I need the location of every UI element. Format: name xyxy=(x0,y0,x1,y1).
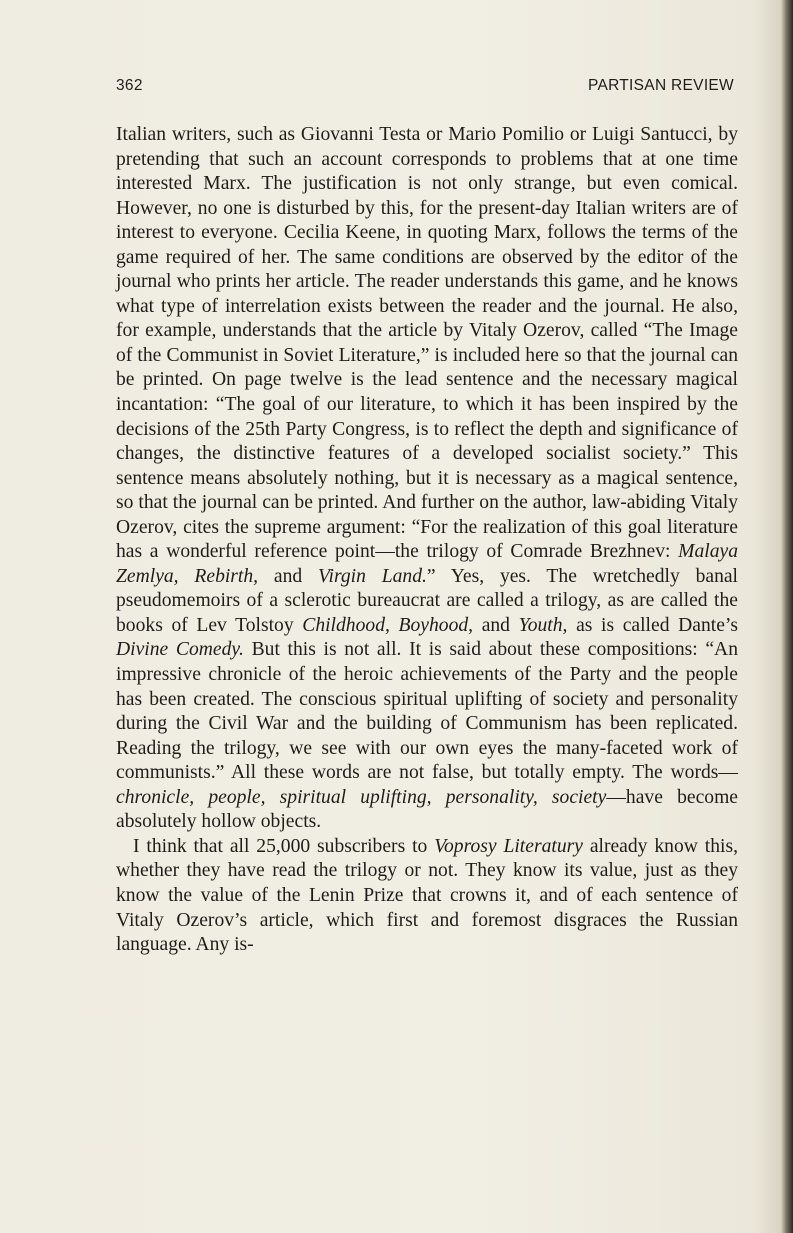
text-run: already know this, whether they have read the trilogy or not. They know its value, just as they know the value of the Lenin Prize that crowns it, and of each sentence of Vitaly Ozerov’s article, which first and foremost disgraces the Russian language. Any is- xyxy=(116,835,738,956)
italic-text-run: Malaya Zemlya, Rebirth, xyxy=(116,541,738,587)
running-header xyxy=(116,77,734,99)
page-number: 362 xyxy=(116,77,143,94)
italic-text-run: Childhood, Boyhood, xyxy=(302,614,474,636)
italic-text-run: Divine Comedy. xyxy=(116,639,244,661)
paragraph-2 xyxy=(116,835,738,958)
text-run: Italian writers, such as Giovanni Testa or Mario Pomilio or Luigi Santucci, by pretending that such an account corresponds to problems that at one time interested Marx. The justification is not only strange, but even comical. However, no one is disturbed by this, for the present-day Italian writers are of interest to everyone. Cecilia Keene, in quoting Marx, follows the terms of the game required of her. The same conditions are observed by the editor of the journal who prints her article. The reader understands this game, and he knows what type of interrelation exists between the reader and the journal. He also, for example, understands that the article by Vitaly Ozerov, called “The Image of the Communist in Soviet Literature,” is included here so that the journal can be printed. On page twelve is the lead sentence and the necessary magical incantation: “The goal of our literature, to which it has been inspired by the decisions of the 25th Party Congress, is to reflect the depth and significance of changes, the distinctive features of a developed socialist society.” This sentence means absolutely nothing, but it is necessary as a magical sentence, so that the journal can be printed. And further on the author, law-abiding Vitaly Ozerov, cites the supreme argument: “For the realization of this goal literature has a wonderful reference point—the trilogy of Comrade Brezhnev: xyxy=(116,124,738,563)
journal-title: PARTISAN REVIEW xyxy=(587,77,734,94)
text-run: and xyxy=(258,565,319,587)
paragraph-1 xyxy=(116,123,738,835)
italic-text-run: Virgin Land. xyxy=(318,565,427,587)
body-text xyxy=(116,123,738,958)
text-run: But this is not all. It is said about these compositions: “An impressive chronicle of the heroic achievements of the Party and the people has been created. The conscious spiritual uplifting of society and personality during the Civil War and the building of Communism has been replicated. Reading the trilogy, we see with our own eyes the many-faceted work of communists.” All these words are not false, but totally empty. The words— xyxy=(116,639,738,784)
book-spine-shadow xyxy=(781,0,793,1233)
italic-text-run: Youth, xyxy=(518,614,568,636)
italic-text-run: chronicle, people, spiritual uplifting, personality, society xyxy=(116,786,607,808)
text-run: I think that all 25,000 subscribers to xyxy=(133,835,435,857)
text-run: ” Yes, yes. The wretchedly banal pseudomemoirs of a sclerotic bureaucrat are called a trilogy, as are called the books of Lev Tolstoy xyxy=(116,565,738,636)
text-run: —have become absolutely hollow objects. xyxy=(116,786,738,833)
text-run: as is called Dante’s xyxy=(567,614,738,636)
text-run: and xyxy=(473,614,519,636)
italic-text-run: Voprosy Literatury xyxy=(434,835,583,857)
